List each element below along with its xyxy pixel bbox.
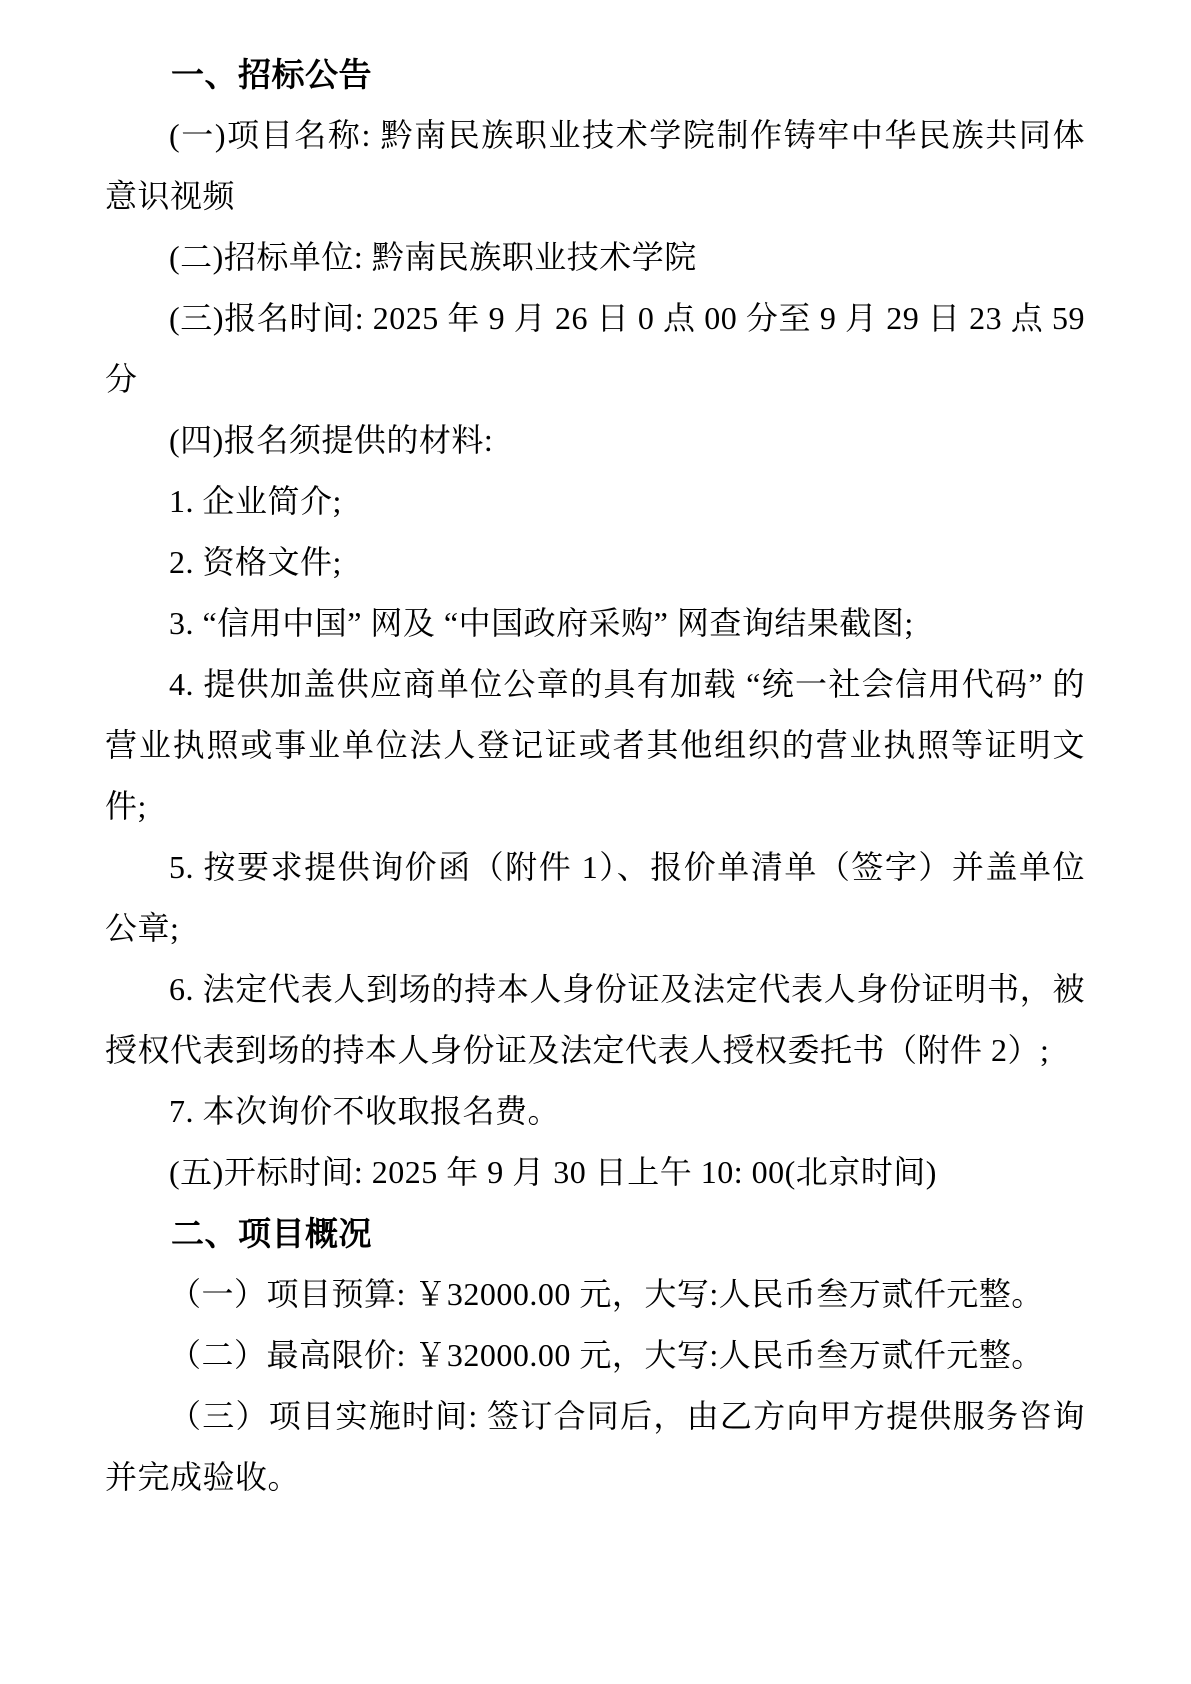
para-material-1-company-profile: 1. 企业简介;: [169, 483, 342, 519]
para-material-5-inquiry-letter: 5. 按要求提供询价函（附件 1）、报价单清单（签字）并盖单位公章;: [105, 849, 1085, 946]
document-content: [105, 44, 1085, 1508]
section-project-overview: [105, 1203, 1085, 1508]
para-bidding-unit: (二)招标单位: 黔南民族职业技术学院: [169, 239, 697, 275]
para-maximum-price: （二）最高限价: ￥32000.00 元，大写:人民币叁万贰仟元整。: [169, 1337, 1044, 1373]
para-material-6-legal-representative-id: 6. 法定代表人到场的持本人身份证及法定代表人身份证明书，被授权代表到场的持本人身份证及法定代表人授权委托书（附件 2）;: [105, 971, 1085, 1068]
section-bidding-announcement: [105, 44, 1085, 1203]
para-material-2-qualification-documents: 2. 资格文件;: [169, 544, 342, 580]
para-materials-intro: (四)报名须提供的材料:: [169, 422, 494, 458]
para-project-budget: （一）项目预算: ￥32000.00 元，大写:人民币叁万贰仟元整。: [169, 1276, 1044, 1312]
para-material-7-no-registration-fee: 7. 本次询价不收取报名费。: [169, 1093, 561, 1129]
para-material-3-credit-screenshots: 3. “信用中国” 网及 “中国政府采购” 网查询结果截图;: [169, 605, 914, 641]
section-1-heading: 一、招标公告: [171, 56, 372, 93]
para-bid-opening-time: (五)开标时间: 2025 年 9 月 30 日上午 10: 00(北京时间): [169, 1154, 937, 1190]
para-project-name: (一)项目名称: 黔南民族职业技术学院制作铸牢中华民族共同体意识视频: [105, 117, 1085, 214]
para-material-4-business-license: 4. 提供加盖供应商单位公章的具有加载 “统一社会信用代码” 的营业执照或事业单位法人登记证或者其他组织的营业执照等证明文件;: [105, 666, 1085, 824]
section-2-heading: 二、项目概况: [171, 1215, 372, 1252]
para-registration-time: (三)报名时间: 2025 年 9 月 26 日 0 点 00 分至 9 月 29 日 23 点 59 分: [105, 300, 1085, 397]
para-implementation-time: （三）项目实施时间: 签订合同后，由乙方向甲方提供服务咨询并完成验收。: [105, 1398, 1085, 1495]
